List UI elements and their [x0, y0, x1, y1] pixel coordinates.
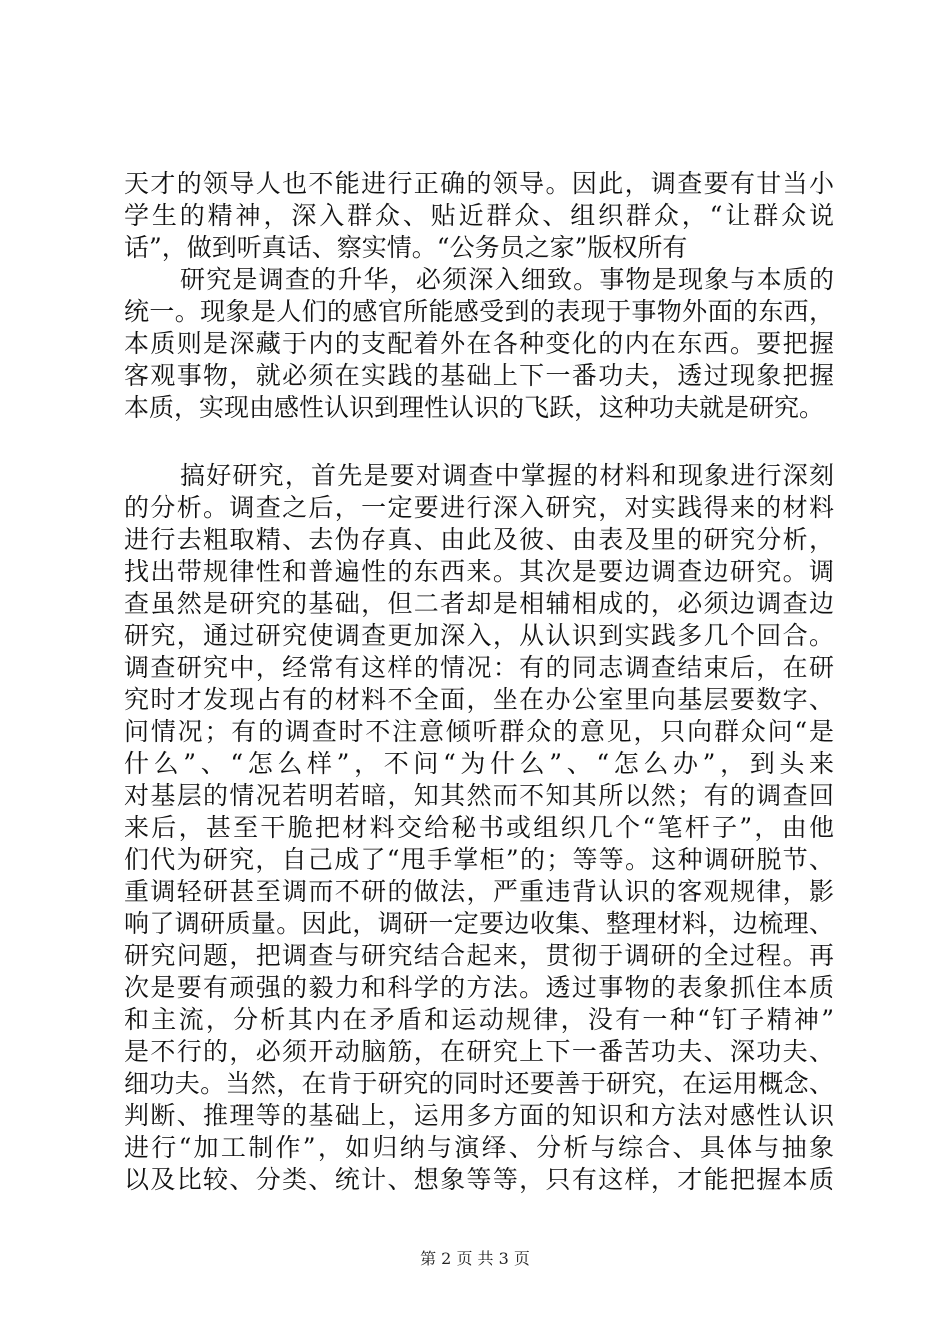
text-line: 是不行的，必须开动脑筋，在研究上下一番苦功夫、深功夫、: [124, 1037, 834, 1066]
page-number-footer: 第 2 页 共 3 页: [420, 1249, 530, 1268]
document-body: [124, 168, 834, 1196]
text-line: 问情况；有的调查时不注意倾听群众的意见，只向群众问“是: [124, 717, 834, 746]
text-line: 研究是调查的升华，必须深入细致。事物是现象与本质的: [180, 265, 834, 294]
text-line: 查虽然是研究的基础，但二者却是相辅相成的，必须边调查边: [124, 589, 834, 618]
text-line: 对基层的情况若明若暗，知其然而不知其所以然；有的调查回: [124, 781, 834, 810]
text-line: 统一。现象是人们的感官所能感受到的表现于事物外面的东西，: [124, 297, 834, 326]
text-line: 天才的领导人也不能进行正确的领导。因此，调查要有甘当小: [124, 169, 834, 198]
paragraph-gap: [124, 424, 834, 460]
text-line: 次是要有顽强的毅力和科学的方法。透过事物的表象抓住本质: [124, 973, 834, 1002]
text-line: 进行去粗取精、去伪存真、由此及彼、由表及里的研究分析，: [124, 525, 834, 554]
text-line: 本质，实现由感性认识到理性认识的飞跃，这种功夫就是研究。: [124, 393, 825, 422]
text-line: 以及比较、分类、统计、想象等等，只有这样，才能把握本质: [124, 1165, 834, 1194]
text-line: 什么”、“怎么样”，不问“为什么”、“怎么办”，到头来: [124, 749, 834, 778]
text-line: 和主流，分析其内在矛盾和运动规律，没有一种“钉子精神”: [124, 1005, 834, 1034]
text-line: 本质则是深藏于内的支配着外在各种变化的内在东西。要把握: [124, 329, 834, 358]
text-line: 学生的精神，深入群众、贴近群众、组织群众，“让群众说: [124, 201, 834, 230]
text-line: 们代为研究，自己成了“甩手掌柜”的；等等。这种调研脱节、: [124, 845, 834, 874]
text-line: 细功夫。当然，在肯于研究的同时还要善于研究，在运用概念、: [124, 1069, 834, 1098]
text-line: 究时才发现占有的材料不全面，坐在办公室里向基层要数字、: [124, 685, 834, 714]
paragraph-2: [124, 264, 834, 424]
text-line: 判断、推理等的基础上，运用多方面的知识和方法对感性认识: [124, 1101, 834, 1130]
text-line: 搞好研究，首先是要对调查中掌握的材料和现象进行深刻: [180, 461, 834, 490]
text-line: 重调轻研甚至调而不研的做法，严重违背认识的客观规律，影: [124, 877, 834, 906]
text-line: 的分析。调查之后，一定要进行深入研究，对实践得来的材料: [124, 493, 834, 522]
text-line: 来后，甚至干脆把材料交给秘书或组织几个“笔杆子”，由他: [124, 813, 834, 842]
text-line: 话”，做到听真话、察实情。“公务员之家”版权所有: [124, 233, 688, 262]
text-line: 研究，通过研究使调查更加深入，从认识到实践多几个回合。: [124, 621, 834, 650]
text-line: 研究问题，把调查与研究结合起来，贯彻于调研的全过程。再: [124, 941, 834, 970]
text-line: 调查研究中，经常有这样的情况：有的同志调查结束后，在研: [124, 653, 834, 682]
text-line: 进行“加工制作”，如归纳与演绎、分析与综合、具体与抽象: [124, 1133, 834, 1162]
text-line: 找出带规律性和普遍性的东西来。其次是要边调查边研究。调: [124, 557, 834, 586]
text-line: 客观事物，就必须在实践的基础上下一番功夫，透过现象把握: [124, 361, 834, 390]
text-line: 响了调研质量。因此，调研一定要边收集、整理材料，边梳理、: [124, 909, 834, 938]
paragraph-3: [124, 460, 834, 1196]
paragraph-1: [124, 168, 834, 264]
